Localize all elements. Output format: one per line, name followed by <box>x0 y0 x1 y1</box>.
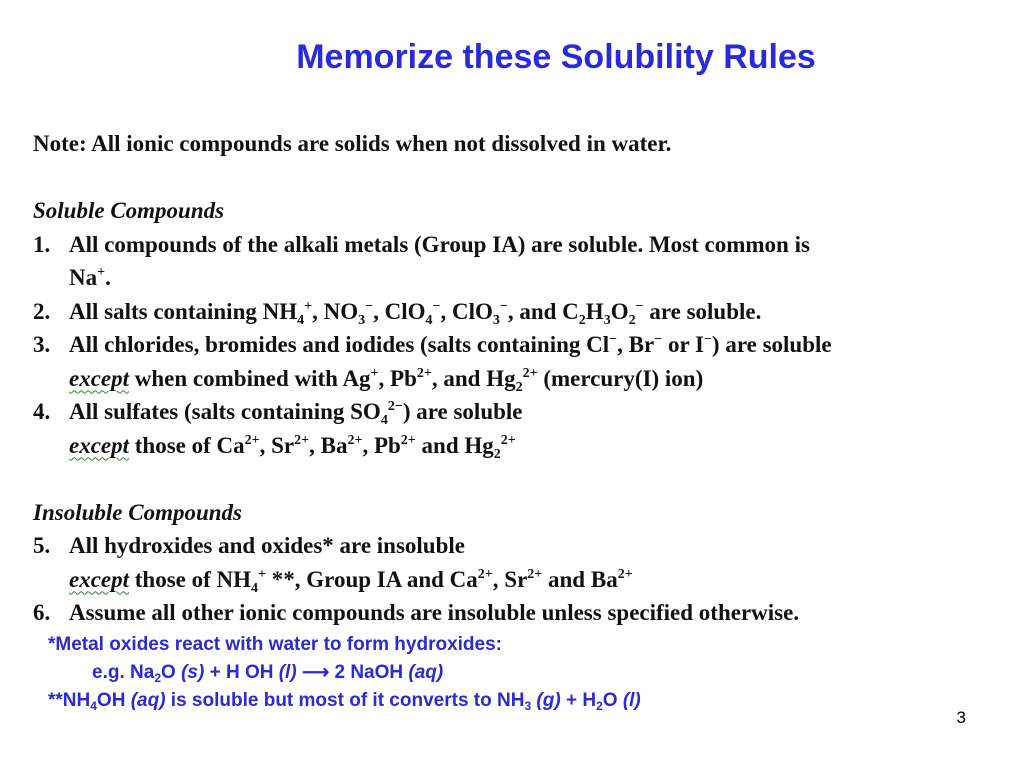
note-text: O <box>161 662 182 683</box>
page-number: 3 <box>956 708 966 727</box>
charge: 2+ <box>400 432 416 448</box>
charge: 2+ <box>416 365 432 381</box>
rule-4-cont <box>33 429 1018 463</box>
charge: − <box>499 298 508 314</box>
rule-text: **, Group IA and Ca <box>266 566 478 592</box>
subscript: 3 <box>358 312 366 328</box>
rule-text: ) are soluble <box>711 332 832 357</box>
solubility-rules <box>33 127 1018 630</box>
subscript: 4 <box>90 699 97 713</box>
rule-number: 2. <box>33 298 51 324</box>
rule-number: 4. <box>33 399 51 424</box>
rule-text: , ClO <box>373 298 426 324</box>
rule-text: All compounds of the alkali metals (Group IA) are soluble. Most common is <box>69 231 810 257</box>
spacer <box>33 462 1018 496</box>
note-text: 2 NaOH <box>334 662 409 683</box>
rule-text: All chlorides, bromides and iodides (salts containing Cl <box>69 332 610 357</box>
rule-1-cont <box>33 261 1018 295</box>
rule-text: , Br <box>617 332 655 357</box>
state-label: (aq) <box>408 662 444 683</box>
charge: − <box>654 332 663 347</box>
rule-number: 1. <box>33 231 51 257</box>
rule-text: or I <box>662 332 704 357</box>
footnote-example <box>48 659 948 687</box>
charge: 2+ <box>617 566 633 582</box>
note-text: O <box>602 690 623 711</box>
rule-1 <box>33 228 1018 262</box>
rule-text: All sulfates (salts containing SO <box>69 399 381 424</box>
except-word: except <box>69 566 130 592</box>
subscript: 3 <box>492 312 500 328</box>
rule-3 <box>33 328 1018 362</box>
rule-text: , and C <box>507 298 579 324</box>
rule-text: , Pb <box>378 365 417 391</box>
rule-5 <box>33 529 1018 563</box>
soluble-heading: Soluble Compounds <box>33 198 225 223</box>
except-word: except <box>69 365 130 391</box>
charge: 2+ <box>347 432 363 448</box>
rule-text: are soluble. <box>643 298 762 324</box>
subscript: 3 <box>524 699 532 713</box>
rule-number: 3. <box>33 332 51 357</box>
rule-3-cont <box>33 362 1018 396</box>
charge: − <box>635 298 644 314</box>
rule-text: H <box>585 298 604 324</box>
subscript: 2 <box>596 699 603 713</box>
note-line: Note: All ionic compounds are solids when not dissolved in water. <box>33 131 672 156</box>
charge: 2− <box>387 399 403 414</box>
rule-number: 6. <box>33 600 51 625</box>
charge: 2+ <box>527 566 543 582</box>
rule-text: , Pb <box>362 432 401 458</box>
rule-text: O <box>610 298 629 324</box>
charge: − <box>703 332 712 347</box>
state-label: (l) <box>278 662 297 683</box>
subscript: 2 <box>628 312 636 328</box>
rule-text: ) are soluble <box>402 399 523 424</box>
footnote-2 <box>48 687 948 715</box>
except-word: except <box>69 432 130 458</box>
rule-text: Na <box>69 265 98 290</box>
note-text: + H OH <box>204 662 279 683</box>
note-text: **NH <box>48 690 91 711</box>
subscript: 3 <box>603 312 611 328</box>
charge: + <box>97 265 106 280</box>
rule-5-cont <box>33 563 1018 597</box>
charge: 2+ <box>294 432 310 448</box>
subscript: 2 <box>154 671 161 685</box>
charge: − <box>365 298 374 314</box>
subscript: 4 <box>297 312 305 328</box>
rule-text: All hydroxides and oxides* are insoluble <box>69 533 465 558</box>
footnotes <box>48 631 948 715</box>
rule-2 <box>33 295 1018 329</box>
state-label: (g) <box>536 690 561 711</box>
rule-text: and Ba <box>542 566 618 592</box>
rule-4 <box>33 395 1018 429</box>
note-text: e.g. Na <box>92 662 155 683</box>
charge: 2+ <box>500 432 516 448</box>
state-label: (aq) <box>130 690 166 711</box>
rule-text: Assume all other ionic compounds are insoluble unless specified otherwise. <box>69 600 800 625</box>
note-text: OH <box>96 690 131 711</box>
charge: + <box>370 365 379 381</box>
state-label: (l) <box>622 690 641 711</box>
subscript: 4 <box>425 312 433 328</box>
slide-title: Memorize these Solubility Rules <box>296 38 816 76</box>
charge: 2+ <box>522 365 538 381</box>
subscript: 4 <box>380 413 388 428</box>
rule-number: 5. <box>33 533 51 558</box>
footnote-1: *Metal oxides react with water to form hydroxides: <box>48 634 502 655</box>
subscript: 2 <box>578 312 586 328</box>
charge: 2+ <box>244 432 260 448</box>
rule-text: , and Hg <box>431 365 516 391</box>
charge: + <box>258 566 267 582</box>
reaction-arrow: ⟶ <box>296 662 335 683</box>
note-text: is soluble but most of it converts to NH <box>165 690 525 711</box>
charge: − <box>432 298 441 314</box>
insoluble-heading: Insoluble Compounds <box>33 499 242 525</box>
spacer <box>33 161 1018 195</box>
subscript: 2 <box>515 379 523 395</box>
charge: + <box>304 298 313 314</box>
charge: − <box>609 332 618 347</box>
subscript: 4 <box>251 580 259 596</box>
rule-text: when combined with Ag <box>129 365 371 391</box>
rule-text: , Sr <box>259 432 295 458</box>
state-label: (s) <box>181 662 205 683</box>
rule-text: , Sr <box>492 566 528 592</box>
rule-text: (mercury(I) ion) <box>537 365 704 391</box>
note-text: + H <box>560 690 597 711</box>
charge: 2+ <box>477 566 493 582</box>
rule-text: , Ba <box>309 432 348 458</box>
rule-6 <box>33 596 1018 630</box>
rule-text: those of Ca <box>129 432 245 458</box>
rule-text: and Hg <box>415 432 494 458</box>
rule-text: , NO <box>312 298 359 324</box>
rule-text: , ClO <box>440 298 493 324</box>
rule-text: those of NH <box>129 566 252 592</box>
rule-text: All salts containing NH <box>69 298 298 324</box>
rule-text: . <box>105 265 111 290</box>
subscript: 2 <box>493 446 501 462</box>
